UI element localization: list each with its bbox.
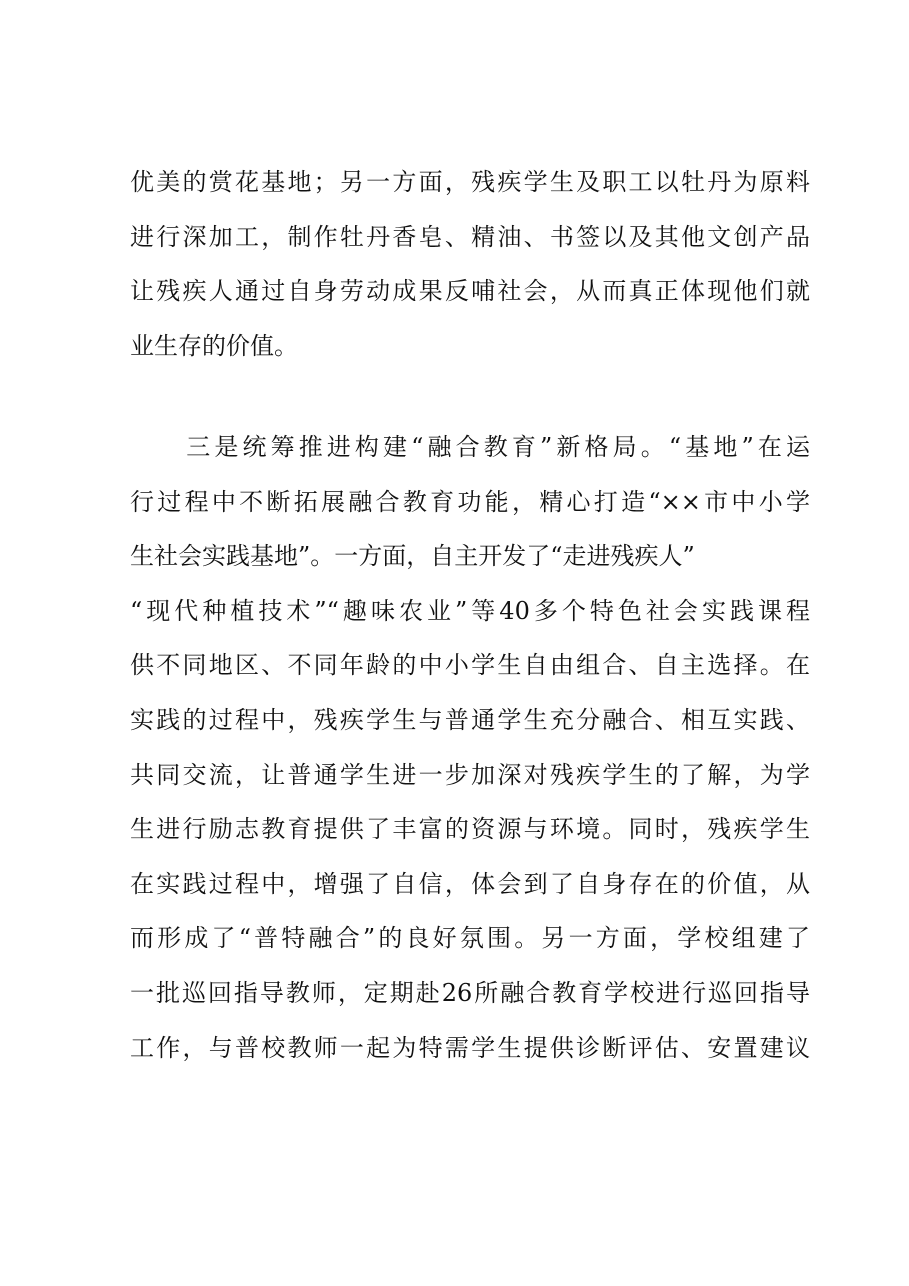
text-line: 生社会实践基地”。一方面，自主开发了“走进残疾人” (130, 542, 695, 571)
text-line: 行过程中不断拓展融合教育功能，精心打造“××市中小学 (130, 487, 810, 516)
text-line: 实践的过程中，残疾学生与普通学生充分融合、相互实践、 (130, 705, 810, 734)
text-line: 共同交流，让普通学生进一步加深对残疾学生的了解，为学 (130, 760, 810, 789)
text-line: 供不同地区、不同年龄的中小学生自由组合、自主选择。在 (130, 651, 810, 680)
text-line: 优美的赏花基地；另一方面，残疾学生及职工以牡丹为原料 (130, 168, 810, 196)
text-line: “现代种植技术”“趣味农业”等40多个特色社会实践课程 (130, 596, 810, 625)
text-line: 一批巡回指导教师，定期赴26所融合教育学校进行巡回指导 (130, 978, 810, 1007)
text-line: 三是统筹推进构建“融合教育”新格局。“基地”在运 (130, 433, 810, 461)
text-line: 在实践过程中，增强了自信，体会到了自身存在的价值，从 (130, 869, 810, 898)
text-line: 业生存的价值。 (130, 331, 298, 360)
paragraph-2 (130, 420, 810, 1075)
text-line: 让残疾人通过自身劳动成果反哺社会，从而真正体现他们就 (130, 277, 810, 306)
text-line: 生进行励志教育提供了丰富的资源与环境。同时，残疾学生 (130, 815, 810, 844)
text-line: 进行深加工，制作牡丹香皂、精油、书签以及其他文创产品 (130, 222, 810, 251)
paragraph-1 (130, 155, 810, 373)
text-line: 而形成了“普特融合”的良好氛围。另一方面，学校组建了 (130, 924, 810, 953)
text-line: 工作，与普校教师一起为特需学生提供诊断评估、安置建议 (130, 1033, 810, 1062)
